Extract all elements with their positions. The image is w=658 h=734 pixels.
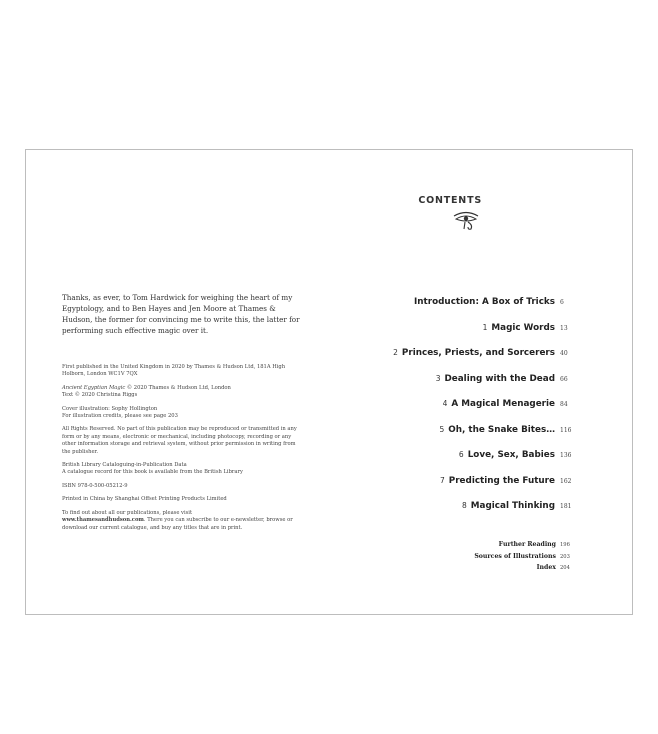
chapter-title: Oh, the Snake Bites… [448, 424, 555, 435]
chapter-title: Predicting the Future [448, 475, 555, 486]
back-matter-title: Index [536, 564, 556, 571]
rights-info: All Rights Reserved. No part of this publication may be reproduced or transmitted in any form or by any means, electronic or mechanical, including photocopy, recording or any other information storage and retrieval system, without prior permission in writing from the publisher. [62, 426, 297, 455]
cip-line-2: A catalogue record for this book is available from the British Library [62, 469, 243, 476]
copyright-info [62, 385, 302, 400]
page-number: 204 [560, 565, 570, 571]
copyright-title: Ancient Egyptian Magic [62, 384, 126, 391]
chapter-title: Magic Words [491, 322, 555, 333]
back-matter-entry[interactable] [370, 531, 570, 548]
eye-of-horus-icon [451, 209, 481, 231]
left-page [62, 292, 302, 336]
toc-entry[interactable] [270, 468, 570, 494]
contents-heading: CONTENTS [418, 195, 482, 206]
page-number: 6 [560, 299, 564, 306]
chapter-number: 2 [393, 348, 398, 357]
page-number: 162 [560, 477, 572, 485]
cip-info [62, 462, 302, 477]
chapter-number: 1 [482, 322, 488, 332]
back-matter-entry[interactable] [370, 543, 570, 560]
chapter-title: A Magical Menagerie [451, 399, 555, 409]
page-number: 84 [560, 401, 568, 408]
toc-entry[interactable] [270, 340, 570, 366]
chapter-title: Introduction: A Box of Tricks [414, 297, 555, 307]
page-number: 136 [560, 452, 572, 459]
publication-info: First published in the United Kingdom in 2020 by Thames & Hudson Ltd, 181A High Holborn, London WC1V 7QX [62, 364, 286, 378]
chapter-number: 5 [439, 424, 445, 434]
page-number: 116 [560, 426, 572, 434]
cover-illustration: Cover illustration: Sophy Hollington [62, 405, 158, 412]
toc-entry[interactable] [270, 442, 570, 468]
chapter-number: 6 [458, 450, 464, 459]
page-number: 40 [560, 350, 568, 357]
info-line-2: . There you can subscribe to our e-newsletter, browse or download our current catalogue, and buy any titles that are in print. [62, 517, 293, 531]
book-spread [25, 149, 633, 615]
chapter-title: Love, Sex, Babies [467, 450, 555, 460]
table-of-contents [270, 289, 570, 519]
chapter-title: Princes, Priests, and Sorcerers [401, 348, 555, 358]
acknowledgement-text: Thanks, as ever, to Tom Hardwick for weighing the heart of my Egyptology, and to Ben Hayes and Jen Moore at Thames & Hudson, the former for convincing me to write this, the latter for performing such effective magic over it. [62, 293, 300, 335]
back-matter-list [370, 531, 570, 571]
page-number: 13 [560, 324, 568, 332]
copyright-rest: © 2020 Thames & Hudson Ltd, London [125, 384, 231, 391]
page-number: 66 [560, 375, 568, 383]
toc-entry[interactable] [270, 315, 570, 341]
printed-info: Printed in China by Shanghai Offset Printing Products Limited [62, 496, 227, 503]
chapter-title: Dealing with the Dead [444, 373, 555, 384]
page-number: 203 [560, 553, 570, 560]
isbn: ISBN 978-0-500-05212-9 [62, 482, 128, 489]
toc-entry[interactable] [270, 417, 570, 443]
chapter-number: 3 [435, 373, 441, 383]
illustration-info [62, 406, 302, 421]
imprint-block [62, 364, 302, 538]
chapter-number: 4 [442, 399, 448, 408]
publisher-info [62, 510, 302, 532]
text-copyright: Text © 2020 Christina Riggs [62, 392, 138, 399]
page-number: 181 [560, 503, 572, 510]
back-matter-title: Sources of Illustrations [474, 552, 556, 560]
publisher-website: www.thamesandhudson.com [62, 517, 144, 524]
chapter-number: 8 [462, 501, 467, 510]
cip-line-1: British Library Cataloguing-in-Publication Data [62, 462, 187, 469]
chapter-title: Magical Thinking [470, 501, 555, 511]
illustration-credits: For illustration credits, please see page 203 [62, 413, 178, 420]
toc-entry[interactable] [270, 391, 570, 417]
toc-entry[interactable] [270, 366, 570, 392]
info-line-1: To find out about all our publications, please visit [62, 509, 193, 516]
page-number: 196 [560, 542, 570, 548]
chapter-number: 7 [439, 475, 445, 485]
toc-entry[interactable] [270, 289, 570, 315]
back-matter-entry[interactable] [370, 554, 570, 571]
toc-entry[interactable] [270, 493, 570, 519]
back-matter-title: Further Reading [498, 541, 556, 548]
